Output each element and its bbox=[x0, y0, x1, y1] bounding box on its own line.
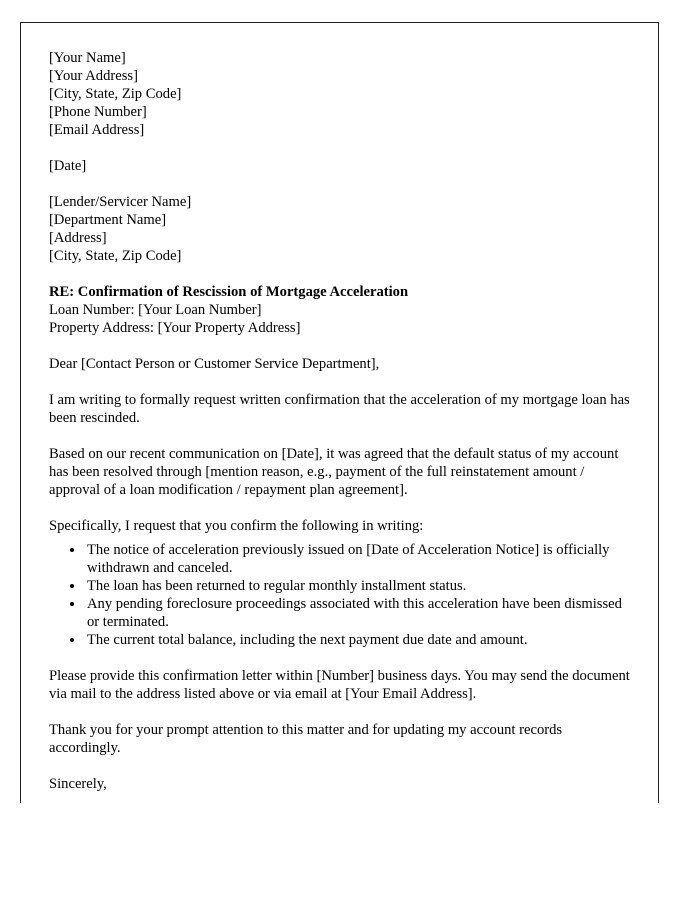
recipient-lender-name: [Lender/Servicer Name] bbox=[49, 194, 192, 210]
sender-city-state-zip: [City, State, Zip Code] bbox=[49, 86, 182, 102]
sender-email-address: [Email Address] bbox=[49, 122, 145, 138]
salutation: Dear [Contact Person or Customer Service Department], bbox=[49, 356, 380, 372]
document-page bbox=[20, 22, 659, 803]
recipient-street-address: [Address] bbox=[49, 230, 107, 246]
subject-block bbox=[49, 283, 630, 337]
spacer-after-subject bbox=[49, 337, 630, 355]
sender-phone-number: [Phone Number] bbox=[49, 104, 147, 120]
sender-street-address: [Your Address] bbox=[49, 68, 138, 84]
spacer-after-salutation bbox=[49, 373, 630, 391]
list-item: • The loan has been returned to regular monthly installment status. bbox=[85, 577, 630, 595]
spacer-after-date bbox=[49, 175, 630, 193]
list-item: • The current total balance, including the next payment due date and amount. bbox=[85, 631, 630, 649]
sender-address-block bbox=[49, 49, 630, 139]
spacer-after-recipient bbox=[49, 265, 630, 283]
request-list bbox=[49, 541, 630, 649]
spacer-after-paragraph-2 bbox=[49, 499, 630, 517]
spacer-after-paragraph-1 bbox=[49, 427, 630, 445]
spacer-after-sender bbox=[49, 139, 630, 157]
paragraph-list-intro: Specifically, I request that you confirm the following in writing: bbox=[49, 518, 424, 534]
subject-line: RE: Confirmation of Rescission of Mortgage Acceleration bbox=[49, 284, 409, 300]
list-item: • Any pending foreclosure proceedings associated with this acceleration have been dismissed or terminated. bbox=[85, 595, 630, 631]
property-address-line: Property Address: [Your Property Address] bbox=[49, 320, 301, 336]
spacer-after-list bbox=[49, 649, 630, 667]
loan-number-line: Loan Number: [Your Loan Number] bbox=[49, 302, 262, 318]
spacer-after-paragraph-5 bbox=[49, 757, 630, 775]
sender-name: [Your Name] bbox=[49, 50, 126, 66]
letter-content bbox=[21, 23, 658, 793]
closing-salutation: Sincerely, bbox=[49, 776, 107, 792]
recipient-department-name: [Department Name] bbox=[49, 212, 167, 228]
paragraph-thank-you: Thank you for your prompt attention to this matter and for updating my account records accordingly. bbox=[49, 722, 563, 756]
list-item: • The notice of acceleration previously issued on [Date of Acceleration Notice] is officially withdrawn and canceled. bbox=[85, 541, 630, 577]
recipient-city-state-zip: [City, State, Zip Code] bbox=[49, 248, 182, 264]
date-line: [Date] bbox=[49, 158, 87, 174]
paragraph-request-confirmation: I am writing to formally request written confirmation that the acceleration of my mortgage loan has been rescinded. bbox=[49, 392, 630, 426]
paragraph-delivery-instructions: Please provide this confirmation letter within [Number] business days. You may send the document via mail to the address listed above or via email at [Your Email Address]. bbox=[49, 668, 630, 702]
recipient-address-block bbox=[49, 193, 630, 265]
spacer-after-paragraph-4 bbox=[49, 703, 630, 721]
paragraph-default-resolved: Based on our recent communication on [Date], it was agreed that the default status of my account has been resolved through [mention reason, e.g., payment of the full reinstatement amount / approval of a loan modification / repayment plan agreement]. bbox=[49, 446, 619, 498]
